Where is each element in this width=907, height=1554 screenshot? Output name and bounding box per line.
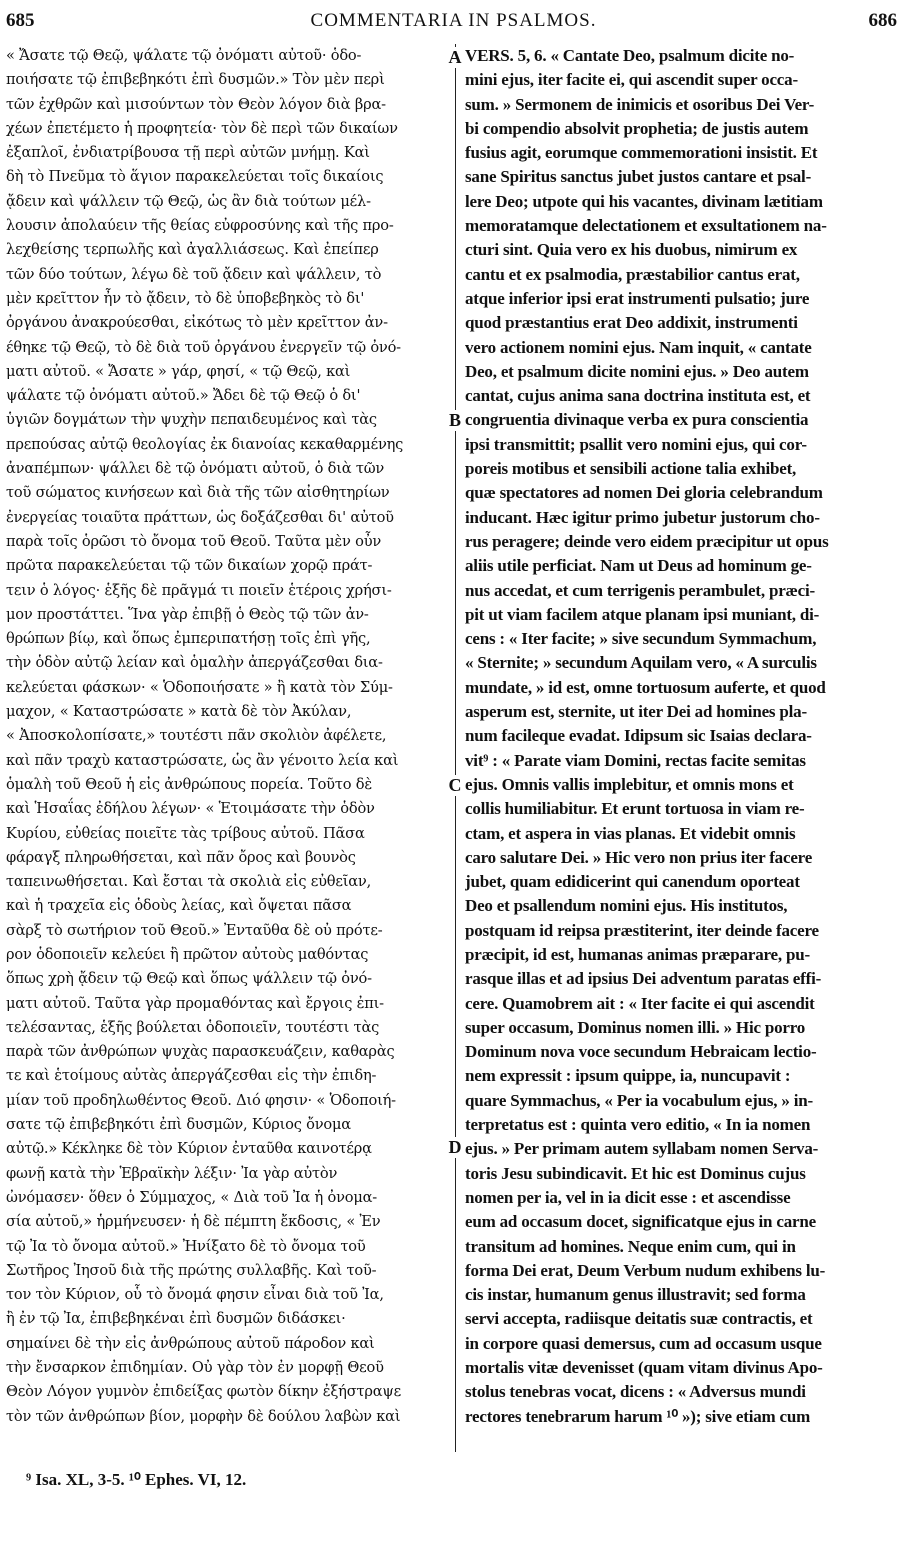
greek-text-line: σατε τῷ ἐπιβεβηκότι ἐπὶ δυσμῶν, Κύριος ὄνομα [6, 1116, 351, 1134]
greek-text-line: λουσιν ἀπολαύειν τῆς θείας εὐφροσύνης καὶ τῆς προ- [6, 217, 394, 235]
latin-text-line: sum. » Sermonem de inimicis et osoribus Dei Ver- [465, 94, 815, 114]
latin-text-line: asperum est, sternite, ut iter Dei ad homines pla- [465, 702, 807, 722]
latin-text-line: mortalis vitæ devenisset (quam vitam divinus Apo- [465, 1358, 823, 1378]
greek-text-line: Θεὸν Λόγον γυμνὸν ἐπιδείξας φωτὸν δίκην ἐξήστραψε [6, 1383, 401, 1401]
running-title: COMMENTARIA IN PSALMOS. [310, 10, 597, 31]
latin-text-line: ejus. » Per primam autem syllabam nomen Serva- [465, 1139, 819, 1159]
greek-text-line: ἀναπέμπων· ψάλλει δὲ τῷ ὀνόματι αὐτοῦ, ὁ διὰ τῶν [6, 460, 385, 478]
greek-text-line: πρεπούσας αὐτῷ θεολογίας ἐκ διανοίας κεκαθαρμένης [6, 435, 404, 453]
latin-text-line: aliis utile perficiat. Nam ut Deus ad hominum ge- [465, 556, 812, 576]
footnotes: ⁹ Isa. XL, 3-5. ¹⁰ Ephes. VI, 12. [26, 1470, 247, 1489]
greek-text-line: χέων ἐπετέμετο ἡ προφητεία· τὸν δὲ περὶ τῶν δικαίων [6, 119, 398, 137]
latin-text-line: servi accepta, radiisque deitatis suæ contractis, et [465, 1309, 813, 1329]
latin-text-line: VERS. 5, 6. « Cantate Deo, psalmum dicite no- [465, 46, 795, 65]
latin-text-line: inducant. Hæc igitur primo jubetur justorum cho- [465, 507, 820, 527]
greek-text-line: θρώπων βίῳ, καὶ ὅπως ἐμπεριπατήσῃ τοῖς ἐπὶ γῆς, [6, 630, 371, 648]
latin-text-line: atque inferior ipsi erat instrumenti pulsatio; jure [465, 288, 810, 308]
greek-text-line: αὐτῷ.» Κέκληκε δὲ τὸν Κύριον ἐνταῦθα καινοτέρᾳ [6, 1140, 372, 1158]
greek-text-line: ὑγιῶν δογμάτων τὴν ψυχὴν πεπαιδευμένος καὶ τὰς [6, 411, 377, 429]
latin-text-line: ejus. Omnis vallis implebitur, et omnis mons et [465, 774, 794, 794]
latin-text-line: cantat, cujus anima sana doctrina instituta est, et [465, 386, 811, 406]
latin-text-line: vero actionem nomini ejus. Nam inquit, « cantate [465, 337, 812, 357]
greek-text-line: ἐνεργείας τοιαῦτα πράττων, ὡς δοξάζεσθαι δι' αὐτοῦ [6, 508, 394, 526]
latin-text-line: sane Spiritus sanctus jubet justos cantare et psal- [465, 167, 812, 187]
latin-text-line: rectores tenebrarum harum ¹⁰ »); sive etiam cum [465, 1406, 811, 1426]
greek-text-line: μὲν κρεῖττον ἦν τὸ ᾄδειν, τὸ δὲ ὑποβεβηκὸς τὸ δι' [6, 289, 365, 307]
latin-text-line: ipsi transmittit; psallit vero nomini ejus, qui cor- [465, 434, 807, 454]
greek-text-line: Κυρίου, εὐθείας ποιεῖτε τὰς τρίβους αὐτοῦ. Πᾶσα [6, 824, 365, 842]
greek-text-line: έθηκε τῷ Θεῷ, τὸ δὲ διὰ τοῦ ὀργάνου ἐνεργεῖν τῷ ὀνό- [6, 338, 401, 356]
latin-text-line: pit ut viam facilem atque planam ipsi muniant, di- [465, 604, 820, 624]
greek-text-line: τὴν ὁδὸν αὐτῷ λείαν καὶ ὁμαλὴν ἀπεργάζεσθαι δια- [6, 654, 383, 672]
column-divider [455, 44, 456, 1452]
latin-text-line: cis instar, humanum genus illustravit; sed forma [465, 1285, 806, 1305]
latin-text-line: nus accedat, et cum terrigenis perambulet, præci- [465, 580, 815, 600]
greek-text-line: τε καὶ ἑτοίμους αὐτὰς ἀπεργάζεσθαι εἰς τὴν ἐπιδη- [6, 1067, 377, 1085]
latin-text-line: cturi sint. Quia vero ex his duobus, nimirum ex [465, 240, 798, 260]
greek-text-line: μον προστάττει. Ἵνα γὰρ ἐπιβῇ ὁ Θεὸς τῷ τῶν ἀν- [6, 605, 369, 623]
latin-text-line: quæ spectatores ad nomen Dei gloria celebrandum [465, 483, 823, 503]
greek-text-line: ᾄδειν καὶ ψάλλειν τῷ Θεῷ, ὡς ἂν διὰ τούτων μέλ- [6, 192, 371, 210]
latin-text-line: quare Symmachus, « Per ia vocabulum ejus, » in- [465, 1090, 813, 1110]
greek-text-line: τῶν δύο τούτων, λέγω δὲ τοῦ ᾄδειν καὶ ψάλλειν, τὸ [6, 265, 382, 283]
greek-text-line: παρὰ τῶν ἀνθρώπων ψυχὰς παρασκευάζειν, καθαρὰς [6, 1043, 395, 1061]
latin-text-line: cens : « Iter facite; » sive secundum Symmachum, [465, 629, 817, 649]
latin-text-line: postquam id reipsa præstiterint, iter deinde facere [465, 920, 819, 940]
latin-text-line: congruentia divinaque verba ex pura conscientia [465, 410, 809, 430]
greek-text-line: τελέσαντας, ἑξῆς βούλεται ὁδοποιεῖν, τουτέστι τὰς [6, 1018, 380, 1036]
greek-text-line: δὴ τὸ Πνεῦμα τὸ ἅγιον παρακελεύεται τοῖς δικαίοις [6, 168, 384, 186]
greek-text-line: ρον ὁδοποιεῖν κελεύει ἢ πρῶτον αὐτοὺς μαθόντας [6, 945, 369, 963]
latin-text-line: lere Deo; utpote qui his vacantes, divinam lætitiam [465, 191, 823, 211]
greek-text-line: ὠνόμασεν· ὅθεν ὁ Σύμμαχος, « Διὰ τοῦ Ἰα ἡ ὀνομα- [6, 1188, 378, 1206]
latin-text-line: caro salutare Dei. » Hic vero non prius iter facere [465, 847, 813, 867]
greek-text-line: φωνῇ κατὰ τὴν Ἑβραϊκὴν λέξιν· Ἰα γὰρ αὐτὸν [6, 1164, 338, 1182]
greek-text-line: ματι αὐτοῦ. « Ἄσατε » γάρ, φησί, « τῷ Θεῷ, καὶ [6, 362, 351, 380]
latin-text-line: nem expressit : ipsum quippe, ia, nuncupavit : [465, 1066, 791, 1086]
greek-text-line: μίαν τοῦ προδηλωθέντος Θεοῦ. Διό φησιν· « Ὁδοποιή- [6, 1091, 396, 1109]
latin-text-line: rus peragere; deinde vero eidem præcipitur ut opus [465, 531, 829, 551]
greek-text-line: φάραγξ πληρωθήσεται, καὶ πᾶν ὄρος καὶ βουνὸς [6, 848, 356, 866]
greek-text-line: τῷ Ἰα τὸ ὄνομα αὐτοῦ.» Ἠνίξατο δὲ τὸ ὄνομα τοῦ [6, 1237, 366, 1255]
greek-text-line: μαχον, « Καταστρώσατε » κατὰ δὲ τὸν Ἀκύλαν, [6, 703, 352, 721]
latin-text-line: transitum ad homines. Neque enim cum, qui in [465, 1236, 796, 1256]
greek-text-line: πρῶτα παρακελεύεται τῷ τῶν δικαίων χορῷ πράτ- [6, 557, 373, 575]
latin-text-line: memoratamque delectationem et exsultationem na- [465, 216, 827, 236]
greek-text-line: τοῦ σώματος κινήσεων καὶ διὰ τῆς τῶν αἰσθητηρίων [6, 484, 390, 502]
latin-text-line: eum ad occasum docet, significatque ejus in carne [465, 1212, 816, 1232]
margin-marker-a: A [448, 47, 462, 67]
greek-text-line: σὰρξ τὸ σωτήριον τοῦ Θεοῦ.» Ἐνταῦθα δὲ οὐ πρότε- [6, 921, 383, 939]
latin-text-line: stolus tenebras vocat, dicens : « Adversus mundi [465, 1382, 806, 1402]
right-page-number: 686 [868, 10, 897, 31]
greek-text-line: ποιήσατε τῷ ἐπιβεβηκότι ἐπὶ δυσμῶν.» Τὸν μὲν περὶ [6, 71, 385, 89]
greek-text-line: κελεύεται φάσκων· « Ὁδοποιήσατε » ἢ κατὰ τὸν Σύμ- [6, 678, 393, 696]
greek-text-line: τὸν τῶν ἀνθρώπων βίον, μορφὴν δὲ δούλου λαβὼν καὶ [6, 1407, 401, 1425]
margin-marker-c: C [448, 775, 462, 795]
left-page-number: 685 [6, 10, 35, 31]
latin-text-line: cantu et ex psalmodia, præstabilior cantus erat, [465, 264, 800, 284]
greek-text-line: « Ἀποσκολοπίσατε,» τουτέστι πᾶν σκολιὸν ἀφέλετε, [6, 727, 387, 745]
latin-text-line: bi compendio absolvit prophetia; de justis autem [465, 118, 809, 138]
greek-text-line: τῶν ἐχθρῶν καὶ μισούντων τὸν Θεὸν λόγον διὰ βρα- [6, 95, 386, 113]
greek-text-line: ἢ ἐν τῷ Ἰα, ἐπιβεβηκέναι ἐπὶ δυσμῶν διδάσκει· [6, 1310, 346, 1328]
greek-text-line: τὴν ἔνσαρκον ἐπιδημίαν. Οὐ γὰρ τὸν ἐν μορφῇ Θεοῦ [6, 1359, 384, 1377]
greek-text-line: Σωτῆρος Ἰησοῦ διὰ τῆς πρώτης συλλαβῆς. Καὶ τοῦ- [6, 1261, 377, 1279]
latin-text-line: « Sternite; » secundum Aquilam vero, « A surculis [465, 653, 817, 673]
latin-text-line: cere. Quamobrem ait : « Iter facite ei qui ascendit [465, 993, 815, 1013]
greek-text-line: καὶ ἡ τραχεῖα εἰς ὁδοὺς λείας, καὶ ὄψεται πᾶσα [6, 897, 352, 915]
greek-text-line: λεχθείσης τερπωλῆς καὶ ἀγαλλιάσεως. Καὶ ἐπείπερ [6, 241, 379, 259]
greek-text-line: ματι αὐτοῦ. Ταῦτα γὰρ προμαθόντας καὶ ἔργοις ἐπι- [6, 994, 384, 1012]
latin-text-line: fusius agit, eorumque commemorationi insistit. Et [465, 143, 818, 163]
latin-text-line: Deo et psallendum nomini ejus. His institutos, [465, 896, 788, 916]
latin-text-line: collis humiliabitur. Et erunt tortuosa in viam re- [465, 799, 805, 819]
greek-text-column [6, 44, 446, 1429]
greek-text-line: σία αὐτοῦ,» ἡρμήνευσεν· ἡ δὲ πέμπτη ἔκδοσις, « Ἐν [6, 1213, 381, 1231]
greek-text-line: ψάλατε τῷ ὀνόματι αὐτοῦ.» Ἄδει δὲ τῷ Θεῷ ὁ δι' [6, 387, 361, 405]
page-header [0, 6, 907, 36]
greek-text-line: καὶ πᾶν τραχὺ καταστρώσατε, ὡς ἂν γένοιτο λεία καὶ [6, 751, 399, 769]
latin-text-line: Deo, et psalmum dicite nomini ejus. » Deo autem [465, 361, 809, 381]
latin-text-line: nomen per ia, vel in ia dicit esse : et ascendisse [465, 1187, 791, 1207]
latin-text-line: ctam, et aspera in vias planas. Et videbit omnis [465, 823, 796, 843]
greek-text-line: « Ἄσατε τῷ Θεῷ, ψάλατε τῷ ὀνόματι αὐτοῦ· ὁδο- [6, 47, 362, 64]
latin-text-line: poreis motibus et sensibili actione talia exhibet, [465, 459, 797, 479]
latin-text-line: mini ejus, iter facite ei, qui ascendit super occa- [465, 70, 798, 90]
latin-text-line: jubet, quam edidicerint qui canendum oporteat [465, 872, 800, 892]
latin-text-line: quod præstantius erat Deo addixit, instrumenti [465, 313, 798, 333]
margin-marker-b: B [448, 410, 461, 430]
greek-text-line: καὶ Ἡσαΐας ἐδήλου λέγων· « Ἑτοιμάσατε τὴν ὁδὸν [6, 800, 375, 818]
greek-text-line: ἐξαπλοῖ, ἐνδιατρίβουσα τῇ περὶ αὐτῶν μνήμῃ. Καὶ [6, 144, 370, 162]
greek-text-line: σημαίνει δὲ τὴν εἰς ἀνθρώπους αὐτοῦ πάροδον καὶ [6, 1334, 375, 1352]
latin-text-line: in corpore quasi demersus, cum ad occasum usque [465, 1333, 822, 1353]
greek-text-line: τειν ὁ λόγος· ἑξῆς δὲ πρᾶγμά τι ποιεῖν ἑτέροις χρήσι- [6, 581, 392, 599]
greek-text-line: ὅπως χρὴ ᾄδειν τῷ Θεῷ καὶ ὅπως ψάλλειν τῷ ὀνό- [6, 970, 372, 988]
latin-text-line: vit⁹ : « Parate viam Domini, rectas facite semitas [465, 750, 806, 770]
greek-text-line: ὁμαλὴ τοῦ Θεοῦ ἡ εἰς ἀνθρώπους πορεία. Τοῦτο δὲ [6, 775, 372, 793]
latin-text-line: rasque illas et ad ipsius Dei adventum paratas effi- [465, 969, 822, 989]
greek-text-line: ταπεινωθήσεται. Καὶ ἔσται τὰ σκολιὰ εἰς εὐθεῖαν, [6, 873, 372, 891]
greek-text-line: παρὰ τοῖς ὁρῶσι τὸ ὄνομα τοῦ Θεοῦ. Ταῦτα μὲν οὖν [6, 532, 382, 550]
latin-text-line: num facileque evadat. Idipsum sic Isaias declara- [465, 726, 812, 746]
latin-text-line: super occasum, Dominus nomen illi. » Hic porro [465, 1017, 806, 1037]
latin-text-column [465, 44, 899, 1429]
latin-text-line: Dominum nova voce secundum Hebraicam lectio- [465, 1042, 817, 1062]
latin-text-line: forma Dei erat, Deum Verbum nudum exhibens lu- [465, 1260, 826, 1280]
latin-text-line: toris Jesu subindicavit. Et hic est Dominus cujus [465, 1163, 806, 1183]
latin-text-line: præcipit, id est, humanas animas præparare, pu- [465, 944, 810, 964]
greek-text-line: τον τὸν Κύριον, οὗ τὸ ὄνομά φησιν εἶναι διὰ τοῦ Ἰα, [6, 1286, 384, 1304]
latin-text-line: mundate, » id est, omne tortuosum auferte, et quod [465, 677, 826, 697]
margin-marker-d: D [448, 1137, 462, 1157]
greek-text-line: ὀργάνου ἀνακρούεσθαι, εἰκότως τὸ μὲν κρεῖττον ἀν- [6, 314, 388, 332]
latin-text-line: terpretatus est : quinta vero editio, « In ia nomen [465, 1115, 811, 1135]
